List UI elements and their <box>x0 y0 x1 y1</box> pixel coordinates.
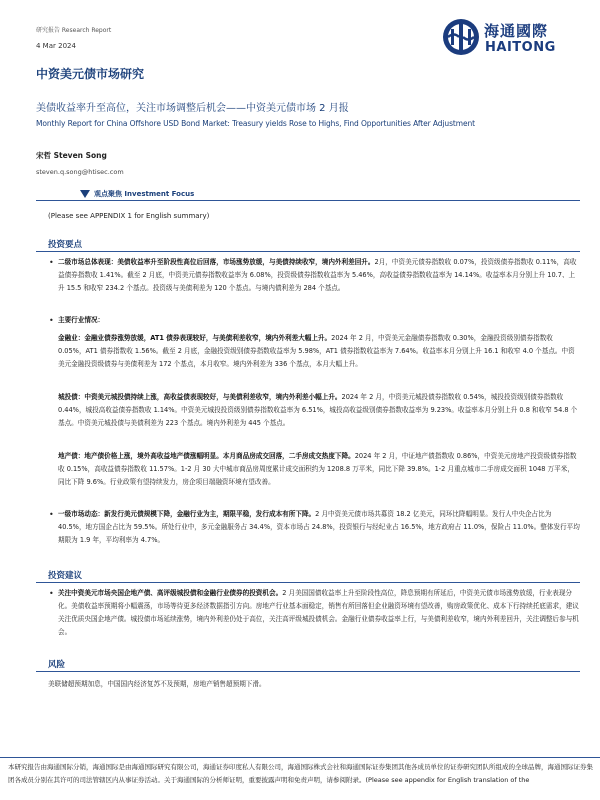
haitong-logo <box>442 18 562 60</box>
para-financial-text: 2024 年 2 月，中资美元金融债券指数收 0.30%，金融投资级别债券指数收 0.05%，AT1 债券指数收 1.56%。截至 2 月底，金融投资级别债券指数收益率为 5.98%，AT1 债券指数收益率为 7.64%。收益率本月分别上升 16.1 和收窄 4.0 个基点。中资美元金融投资级债券与美债利差为 172 个基点，本月收窄。境内外利差为 336 个基点，本月大幅上升。 <box>58 334 575 368</box>
section-divider <box>36 671 580 672</box>
triangle-marker-icon <box>80 190 90 198</box>
page-title: 中资美元债市场研究 <box>36 67 145 81</box>
para-property-heading: 地产债：地产债价格上涨，境外高收益地产债涨幅明显。本月商品房成交回落，二手房成交热度下降。 <box>58 452 355 460</box>
section-heading-invest: 投资要点 <box>48 240 83 250</box>
bullet-advice-text: 2 月美国国债收益率上升至阶段性高位，降息预期有所延后，中资美元债市场涨势放缓，行业表现分化。美债收益率预期将小幅震荡，市场等待更多经济数据指引方向。房地产行业基本面稳定，销售有所回落但企业融资环境有望改善，购房政策优化、成本下行持续托底需求，建议关注优质央国企地产债。城投债市场延续涨势，境内外利差仍处于高位，关注高评级城投债机会。金融行业债券收益率上行，与美债利差收窄，境内外利差回升，关注调整后参与机会。 <box>58 589 579 636</box>
section-heading-advice: 投资建议 <box>48 571 83 581</box>
para-lgfv <box>58 391 580 430</box>
logo-name-en: HAITONG <box>485 40 556 55</box>
report-type-label: 研究报告 Research Report <box>36 27 112 34</box>
bullet-primary-heading: 一级市场动态：新发行美元债规模下降，金融行业为主，期限平稳，发行成本有所下降。 <box>58 510 316 518</box>
section-divider <box>36 251 580 252</box>
logo-name-cn: 海通國際 <box>484 22 549 40</box>
author-email[interactable]: steven.q.song@htisec.com <box>36 168 124 176</box>
haitong-logo-icon <box>442 18 480 56</box>
para-financial <box>58 332 580 371</box>
bullet-icon: • <box>49 510 54 519</box>
bullet-advice <box>49 587 580 639</box>
section-heading-risk: 风险 <box>48 660 66 670</box>
bullet-icon: • <box>49 589 54 598</box>
appendix-note: (Please see APPENDIX 1 for English summary) <box>48 212 210 220</box>
report-date: 4 Mar 2024 <box>36 42 76 50</box>
para-lgfv-heading: 城投债：中资美元城投债持续上涨，高收益债表现较好，与美债利差收窄，境内外利差小幅上升。 <box>58 393 342 401</box>
subtitle-cn: 美债收益率升至高位，关注市场调整后机会——中资美元债市场 2 月报 <box>36 103 349 114</box>
para-financial-heading: 金融业：金融业债券涨势放缓，AT1 债券表现较好，与美债利差收窄，境内外利差大幅上升。 <box>58 334 332 342</box>
bullet-market-overview-text: 2月，中资美元债券指数收 0.07%，投资级债券指数收 0.11%，高收益债券指数收 1.41%。截至 2 月底，中资美元债券指数收益率为 6.08%，投资级债券指数收益率为 5.46%，高收益债券指数收益率为 14.14%。收益率本月分别上升 10.7、上升 15.5 和收窄 234.2 个基点。投资级与美债利差为 120 个基点。与境内债利差为 284 个基点。 <box>58 258 577 292</box>
focus-divider <box>36 200 580 201</box>
author-name: 宋哲 Steven Song <box>36 151 107 160</box>
investment-focus-bar <box>36 189 580 201</box>
bullet-market-overview <box>49 256 580 295</box>
bullet-industry-heading: 主要行业情况： <box>58 316 105 324</box>
para-lgfv-text: 2024 年 2 月，中资美元城投债券指数收 0.54%，城投投资级别债券指数收 0.44%，城投高收益债券指数收 1.14%。中资美元城投投资级别债券指数收益率为 6.51%，城投高收益级别债券指数收益率为 9.23%。收益率本月分别上升 0.8 和收窄 54.8 个基点。中资美元城投债与美债利差为 223 个基点。境内外利差为 445 个基点。 <box>58 393 578 427</box>
footer-divider <box>0 757 600 758</box>
para-property <box>58 450 580 489</box>
bullet-icon: • <box>49 316 54 325</box>
risk-text: 美联储超预期加息，中国国内经济复苏不及预期，房地产销售超预期下滑。 <box>48 680 266 688</box>
bullet-market-overview-heading: 二级市场总体表现：美债收益率升至阶段性高位后回落，市场涨势放缓，与美债持续收窄，境内外利差回升。 <box>58 258 375 266</box>
bullet-primary-market <box>49 508 580 547</box>
bullet-icon: • <box>49 258 54 267</box>
bullet-advice-heading: 关注中资美元市场央国企地产债、高评级城投债和金融行业债券的投资机会。 <box>58 589 283 597</box>
subtitle-en: Monthly Report for China Offshore USD Bond Market: Treasury yields Rose to Highs, Find Opportunities After Adjustment <box>36 119 475 128</box>
section-divider <box>36 582 580 583</box>
para-property-text: 2024 年 2 月，中证地产债指数收 0.86%，中资美元房地产投资级债券指数收 0.15%，高收益债券指数收 11.57%。1-2 月 30 大中城市商品房周度累计成交面积约为 1208.8 万平米，同比下降 39.8%。1-2 月重点城市二手房成交面积 1048 万平米，同比下降 9.6%。行业政策有望持续发力，房企项目端融资环境有望改善。 <box>58 452 577 486</box>
footer-disclaimer: 本研究报告由海通国际分销，海通国际是由海通国际研究有限公司，海通证券印度私人有限公司，海通国际株式会社和海通国际证券集团其他各成员单位的证券研究团队所组成的全球品牌，海通国际证券集团各成员分别在其许可的司法管辖区内从事证券活动。关于海通国际的分析师证明，重要披露声明和免责声明，请参阅附录。(Please see appendix for English translation of the <box>8 763 593 784</box>
bullet-industry <box>49 314 580 327</box>
bullet-primary-text: 2 月中资美元债市场共募资 18.2 亿美元，同环比降幅明显。发行人中央企占比为 40.5%，地方国企占比为 59.5%。所处行业中，多元金融服务占 34.4%，资本市场占 24.8%，投资银行与经纪业占 16.5%，地方政府占 11.0%，保险占 11.0%。整体发行平均期限为 1.9 年，平均利率为 4.7%。 <box>58 510 580 544</box>
investment-focus-label: 观点聚焦 Investment Focus <box>94 190 195 198</box>
